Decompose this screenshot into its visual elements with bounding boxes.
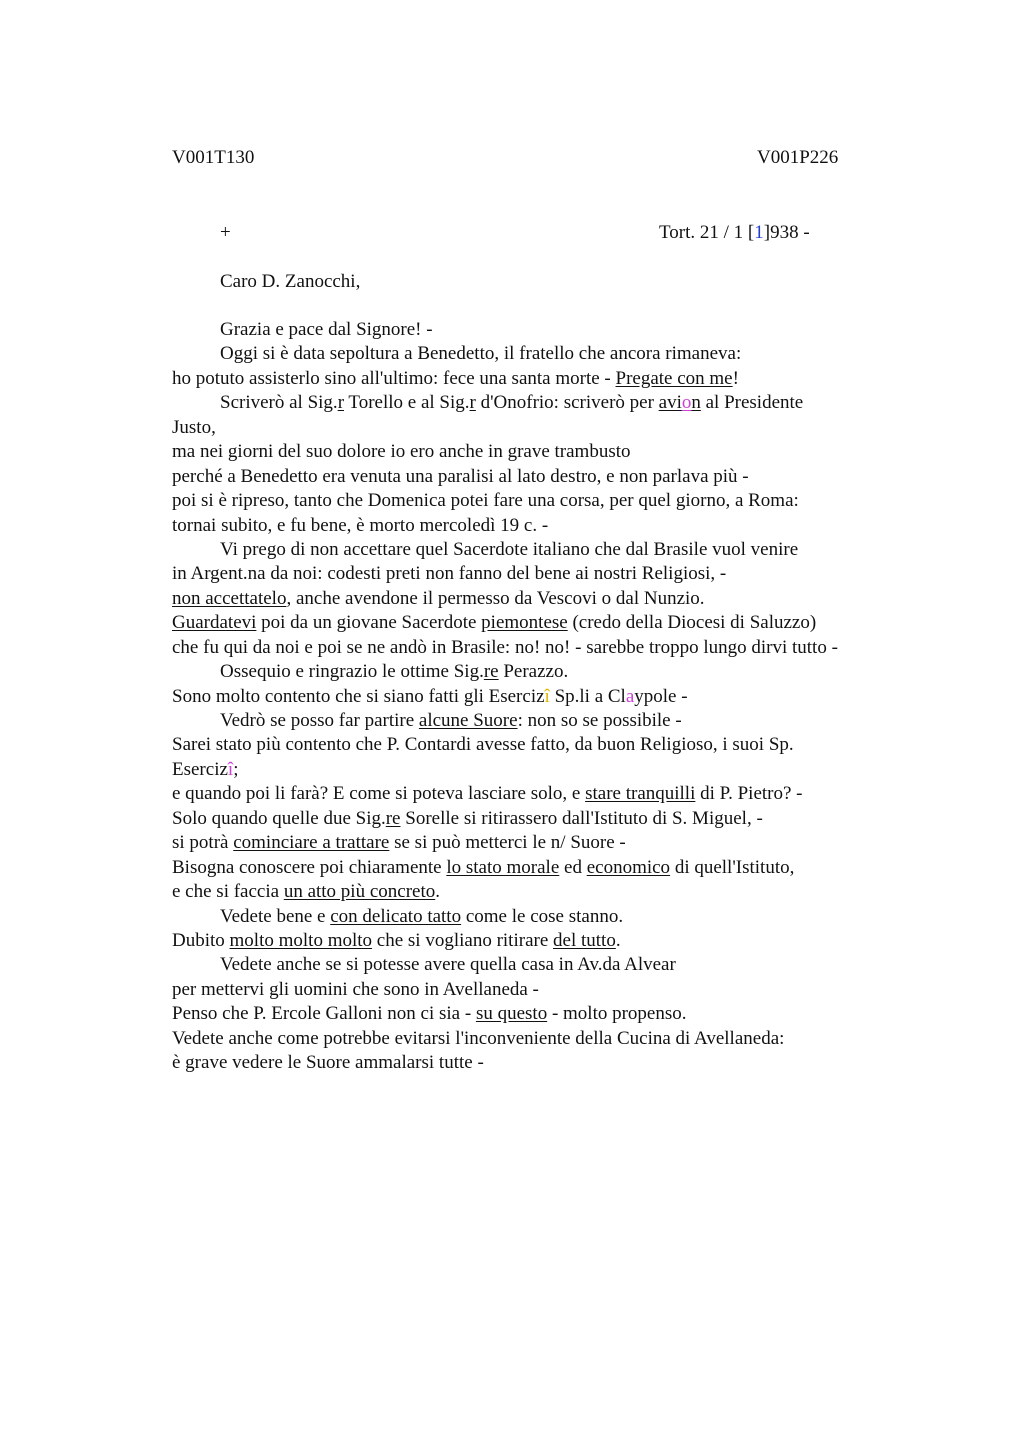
text-segment: Justo, — [172, 416, 216, 438]
text-segment: è grave vedere le Suore ammalarsi tutte - — [172, 1052, 484, 1074]
text-segment: Vedrò se posso far partire — [220, 710, 419, 731]
text-segment: e che si faccia — [172, 881, 284, 903]
letter-line — [172, 856, 952, 880]
text-segment: ho potuto assisterlo sino all'ultimo: fece una santa morte - — [172, 367, 616, 389]
text-segment: Torello e al Sig. — [344, 392, 470, 414]
letter-line — [172, 636, 952, 660]
text-segment: che si vogliano ritirare — [372, 929, 554, 951]
cross-symbol: + — [220, 222, 231, 243]
text-segment: Vi prego di non accettare quel Sacerdote italiano che dal Brasile vuol venire — [220, 538, 799, 560]
underlined-text: economico — [586, 856, 671, 878]
text-segment: d'Onofrio: scriverò per — [475, 392, 659, 414]
text-segment: perché a Benedetto era venuta una paralisi al lato destro, e non parlava più - — [172, 465, 749, 487]
letter-line — [172, 1051, 952, 1075]
letter-line — [172, 685, 952, 709]
underlined-text: con delicato tatto — [330, 905, 462, 927]
text-segment: poi da un giovane Sacerdote — [256, 612, 482, 634]
letter-line — [172, 880, 952, 904]
text-segment: Vedete anche se si potesse avere quella casa in Av.da Alvear — [220, 954, 676, 976]
text-segment: ed — [559, 856, 587, 878]
letter-line — [172, 807, 952, 831]
letter-line — [172, 905, 952, 929]
date-suffix: ]938 - — [763, 222, 810, 243]
underlined-text: avi — [658, 392, 682, 414]
letter-line — [172, 538, 952, 562]
text-segment: Scriverò al Sig. — [220, 392, 338, 414]
underlined-text: del tutto — [553, 929, 616, 951]
text-segment: Vedete anche come potrebbe evitarsi l'inconveniente della Cucina di Avellaneda: — [172, 1027, 785, 1049]
letter-line — [172, 465, 952, 489]
text-segment: che fu qui da noi e poi se ne andò in Brasile: no! no! - sarebbe troppo lungo dirvi tutto - — [172, 636, 838, 658]
text-segment: Oggi si è data sepoltura a Benedetto, il fratello che ancora rimaneva: — [220, 343, 742, 365]
text-segment: Dubito — [172, 929, 230, 951]
underlined-text: un atto più concreto — [283, 881, 436, 903]
date-inserted-digit: 1 — [754, 222, 764, 243]
letter-line — [172, 709, 952, 733]
letter-line — [172, 391, 952, 415]
text-segment: . — [435, 881, 440, 903]
text-segment: Bisogna conoscere poi chiaramente — [172, 856, 447, 878]
letter-line — [172, 440, 952, 464]
underlined-text: alcune Suore — [418, 710, 518, 731]
letter-line — [172, 611, 952, 635]
text-segment: di quell'Istituto, — [670, 856, 795, 878]
text-segment: Sarei stato più contento che P. Contardi avesse fatto, da buon Religioso, i suoi Sp. — [172, 734, 794, 756]
text-segment: î — [227, 758, 234, 780]
underlined-text: re — [385, 807, 401, 829]
letter-line — [172, 318, 952, 342]
letter-line — [172, 489, 952, 513]
letter-line — [172, 514, 952, 538]
text-segment: al Presidente — [700, 392, 804, 414]
text-segment: ma nei giorni del suo dolore io ero anche in grave trambusto — [172, 441, 631, 463]
letter-line — [172, 416, 952, 440]
text-segment: Perazzo. — [498, 661, 569, 683]
underlined-text: r — [469, 392, 476, 414]
letter-line — [172, 733, 952, 757]
underlined-text: stare tranquilli — [585, 783, 696, 805]
text-segment: Grazia e pace dal Signore! - — [220, 319, 433, 340]
text-segment: ; — [233, 758, 239, 780]
text-segment: Eserciz — [172, 758, 228, 780]
letter-line — [172, 953, 952, 977]
letter-line — [172, 831, 952, 855]
salutation: Caro D. Zanocchi, — [220, 271, 361, 292]
letter-line — [172, 978, 952, 1002]
underlined-text: Guardatevi — [172, 612, 257, 634]
text-segment: di P. Pietro? - — [695, 783, 803, 805]
text-segment: . — [615, 929, 621, 951]
underlined-text: piemontese — [481, 612, 568, 634]
text-segment: e quando poi li farà? E come si poteva lasciare solo, e — [172, 783, 586, 805]
letter-line — [172, 660, 952, 684]
text-segment: se si può metterci le n/ Suore - — [389, 832, 626, 854]
letter-line — [172, 1027, 952, 1051]
text-segment: tornai subito, e fu bene, è morto mercoledì 19 c. - — [172, 514, 549, 536]
document-code-left: V001T130 — [172, 147, 255, 168]
text-segment: si potrà — [172, 832, 234, 854]
text-segment: come le cose stanno. — [461, 905, 624, 927]
letter-body — [172, 318, 952, 1076]
text-segment: î — [544, 685, 550, 707]
letter-line — [172, 758, 952, 782]
underlined-text: re — [483, 661, 499, 683]
underlined-text: lo stato morale — [446, 856, 560, 878]
underlined-text: cominciare a trattare — [233, 832, 390, 854]
text-segment: Sp.li a Cl — [549, 685, 626, 707]
underlined-text: r — [337, 392, 345, 414]
letter-date — [659, 221, 810, 245]
letter-line — [172, 782, 952, 806]
text-segment: , anche avendone il permesso da Vescovi o dal Nunzio. — [286, 587, 705, 609]
text-segment: Solo quando quelle due Sig. — [172, 807, 386, 829]
text-segment: ! — [732, 367, 739, 389]
underlined-text: molto molto molto — [229, 929, 373, 951]
text-segment: Ossequio e ringrazio le ottime Sig. — [220, 661, 484, 683]
text-segment: Penso che P. Ercole Galloni non ci sia - — [172, 1003, 476, 1025]
text-segment: Sorelle si ritirassero dall'Istituto di S. Miguel, - — [400, 807, 763, 829]
underlined-text: n — [691, 392, 701, 414]
letter-line — [172, 587, 952, 611]
text-segment: per mettervi gli uomini che sono in Avellaneda - — [172, 978, 539, 1000]
text-segment: poi si è ripreso, tanto che Domenica potei fare una corsa, per quel giorno, a Roma: — [172, 490, 799, 512]
letter-line — [172, 367, 952, 391]
letter-line — [172, 562, 952, 586]
text-segment: in Argent.na da noi: codesti preti non fanno del bene ai nostri Religiosi, - — [172, 563, 727, 585]
underlined-text: o — [681, 392, 692, 414]
text-segment: (credo della Diocesi di Saluzzo) — [567, 612, 817, 634]
underlined-text: su questo — [475, 1003, 548, 1025]
letter-line — [172, 929, 952, 953]
document-code-right: V001P226 — [757, 147, 839, 168]
text-segment: - molto propenso. — [547, 1003, 687, 1025]
text-segment: a — [625, 685, 635, 707]
date-prefix: Tort. 21 / 1 [ — [659, 222, 755, 243]
text-segment: Vedete bene e — [220, 905, 331, 927]
text-segment: Sono molto contento che si siano fatti gli Eserciz — [172, 685, 545, 707]
underlined-text: Pregate con me — [615, 367, 733, 389]
text-segment: ypole - — [634, 685, 688, 707]
text-segment: : non so se possibile - — [517, 710, 682, 731]
letter-line — [172, 1002, 952, 1026]
underlined-text: non accettatelo — [172, 587, 287, 609]
letter-line — [172, 342, 952, 366]
